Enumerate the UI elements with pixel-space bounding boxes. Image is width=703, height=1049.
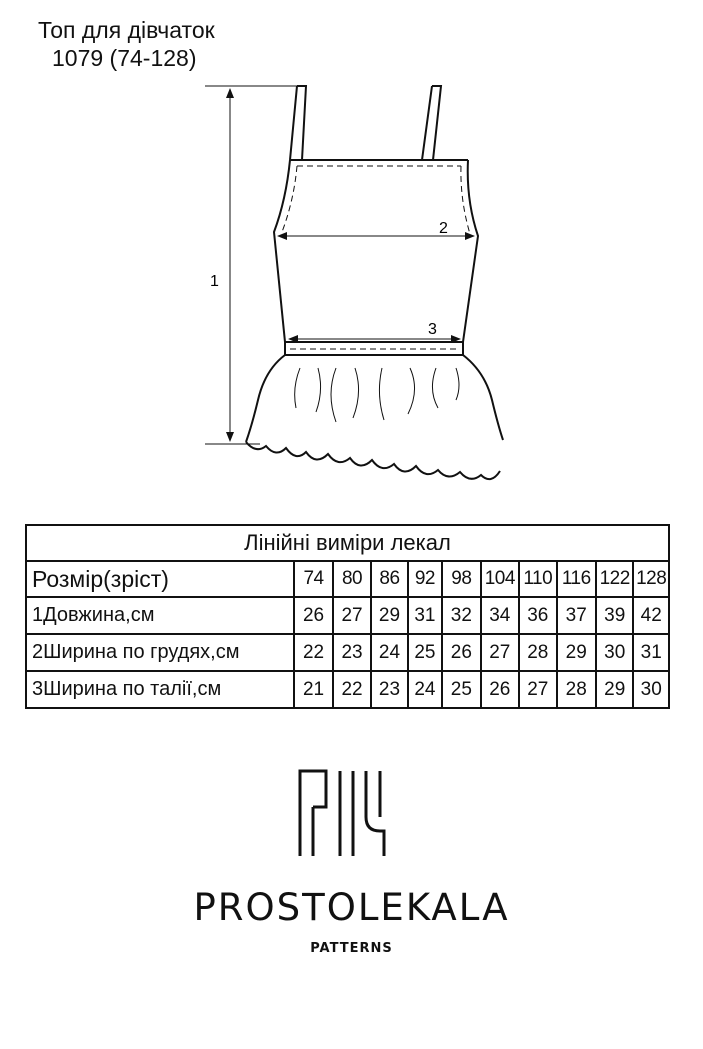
size-cell: 122 [596, 561, 633, 597]
size-label: Розмір(зріст) [26, 561, 294, 597]
value-cell: 31 [408, 597, 442, 634]
title-line-1: Топ для дівчаток [38, 17, 215, 43]
value-cell: 29 [596, 671, 633, 708]
value-cell: 26 [294, 597, 332, 634]
value-cell: 39 [596, 597, 633, 634]
value-cell: 42 [633, 597, 669, 634]
value-cell: 31 [633, 634, 669, 671]
value-cell: 30 [596, 634, 633, 671]
table-row-waist [26, 671, 669, 708]
seam-lines [282, 166, 470, 349]
value-cell: 22 [294, 634, 332, 671]
brand-subtitle: PATTERNS [310, 941, 393, 956]
value-cell: 27 [481, 634, 519, 671]
value-cell: 29 [371, 597, 407, 634]
value-cell: 28 [519, 634, 556, 671]
value-cell: 36 [519, 597, 556, 634]
table-row-chest [26, 634, 669, 671]
ruffle-folds [295, 368, 459, 422]
garment-diagram [0, 0, 703, 500]
size-cell: 80 [333, 561, 371, 597]
value-cell: 25 [442, 671, 480, 708]
value-cell: 23 [333, 634, 371, 671]
value-cell: 27 [333, 597, 371, 634]
value-cell: 26 [442, 634, 480, 671]
value-cell: 21 [294, 671, 332, 708]
value-cell: 25 [408, 634, 442, 671]
value-cell: 24 [408, 671, 442, 708]
label-length: 1 [210, 273, 219, 290]
table-caption: Лінійні виміри лекал [26, 525, 669, 561]
value-cell: 28 [557, 671, 596, 708]
row-label: 1Довжина,см [26, 597, 294, 634]
value-cell: 27 [519, 671, 556, 708]
size-cell: 92 [408, 561, 442, 597]
label-chest: 2 [439, 220, 448, 237]
value-cell: 32 [442, 597, 480, 634]
brand-logo-icon [296, 767, 388, 859]
table-row-length [26, 597, 669, 634]
size-cell: 104 [481, 561, 519, 597]
brand-name: PROSTOLEKALA [193, 886, 510, 929]
size-cell: 98 [442, 561, 480, 597]
size-header-row [26, 561, 669, 597]
value-cell: 37 [557, 597, 596, 634]
row-label: 2Ширина по грудях,см [26, 634, 294, 671]
size-cell: 128 [633, 561, 669, 597]
size-cell: 116 [557, 561, 596, 597]
measurements-table [25, 524, 670, 709]
label-waist: 3 [428, 321, 437, 338]
value-cell: 23 [371, 671, 407, 708]
size-cell: 86 [371, 561, 407, 597]
value-cell: 22 [333, 671, 371, 708]
value-cell: 26 [481, 671, 519, 708]
value-cell: 30 [633, 671, 669, 708]
size-cell: 74 [294, 561, 332, 597]
row-label: 3Ширина по талії,см [26, 671, 294, 708]
value-cell: 34 [481, 597, 519, 634]
title-line-2: 1079 (74-128) [52, 45, 197, 71]
garment-outline [246, 86, 503, 479]
value-cell: 24 [371, 634, 407, 671]
dimension-lines [205, 86, 474, 444]
value-cell: 29 [557, 634, 596, 671]
size-cell: 110 [519, 561, 556, 597]
